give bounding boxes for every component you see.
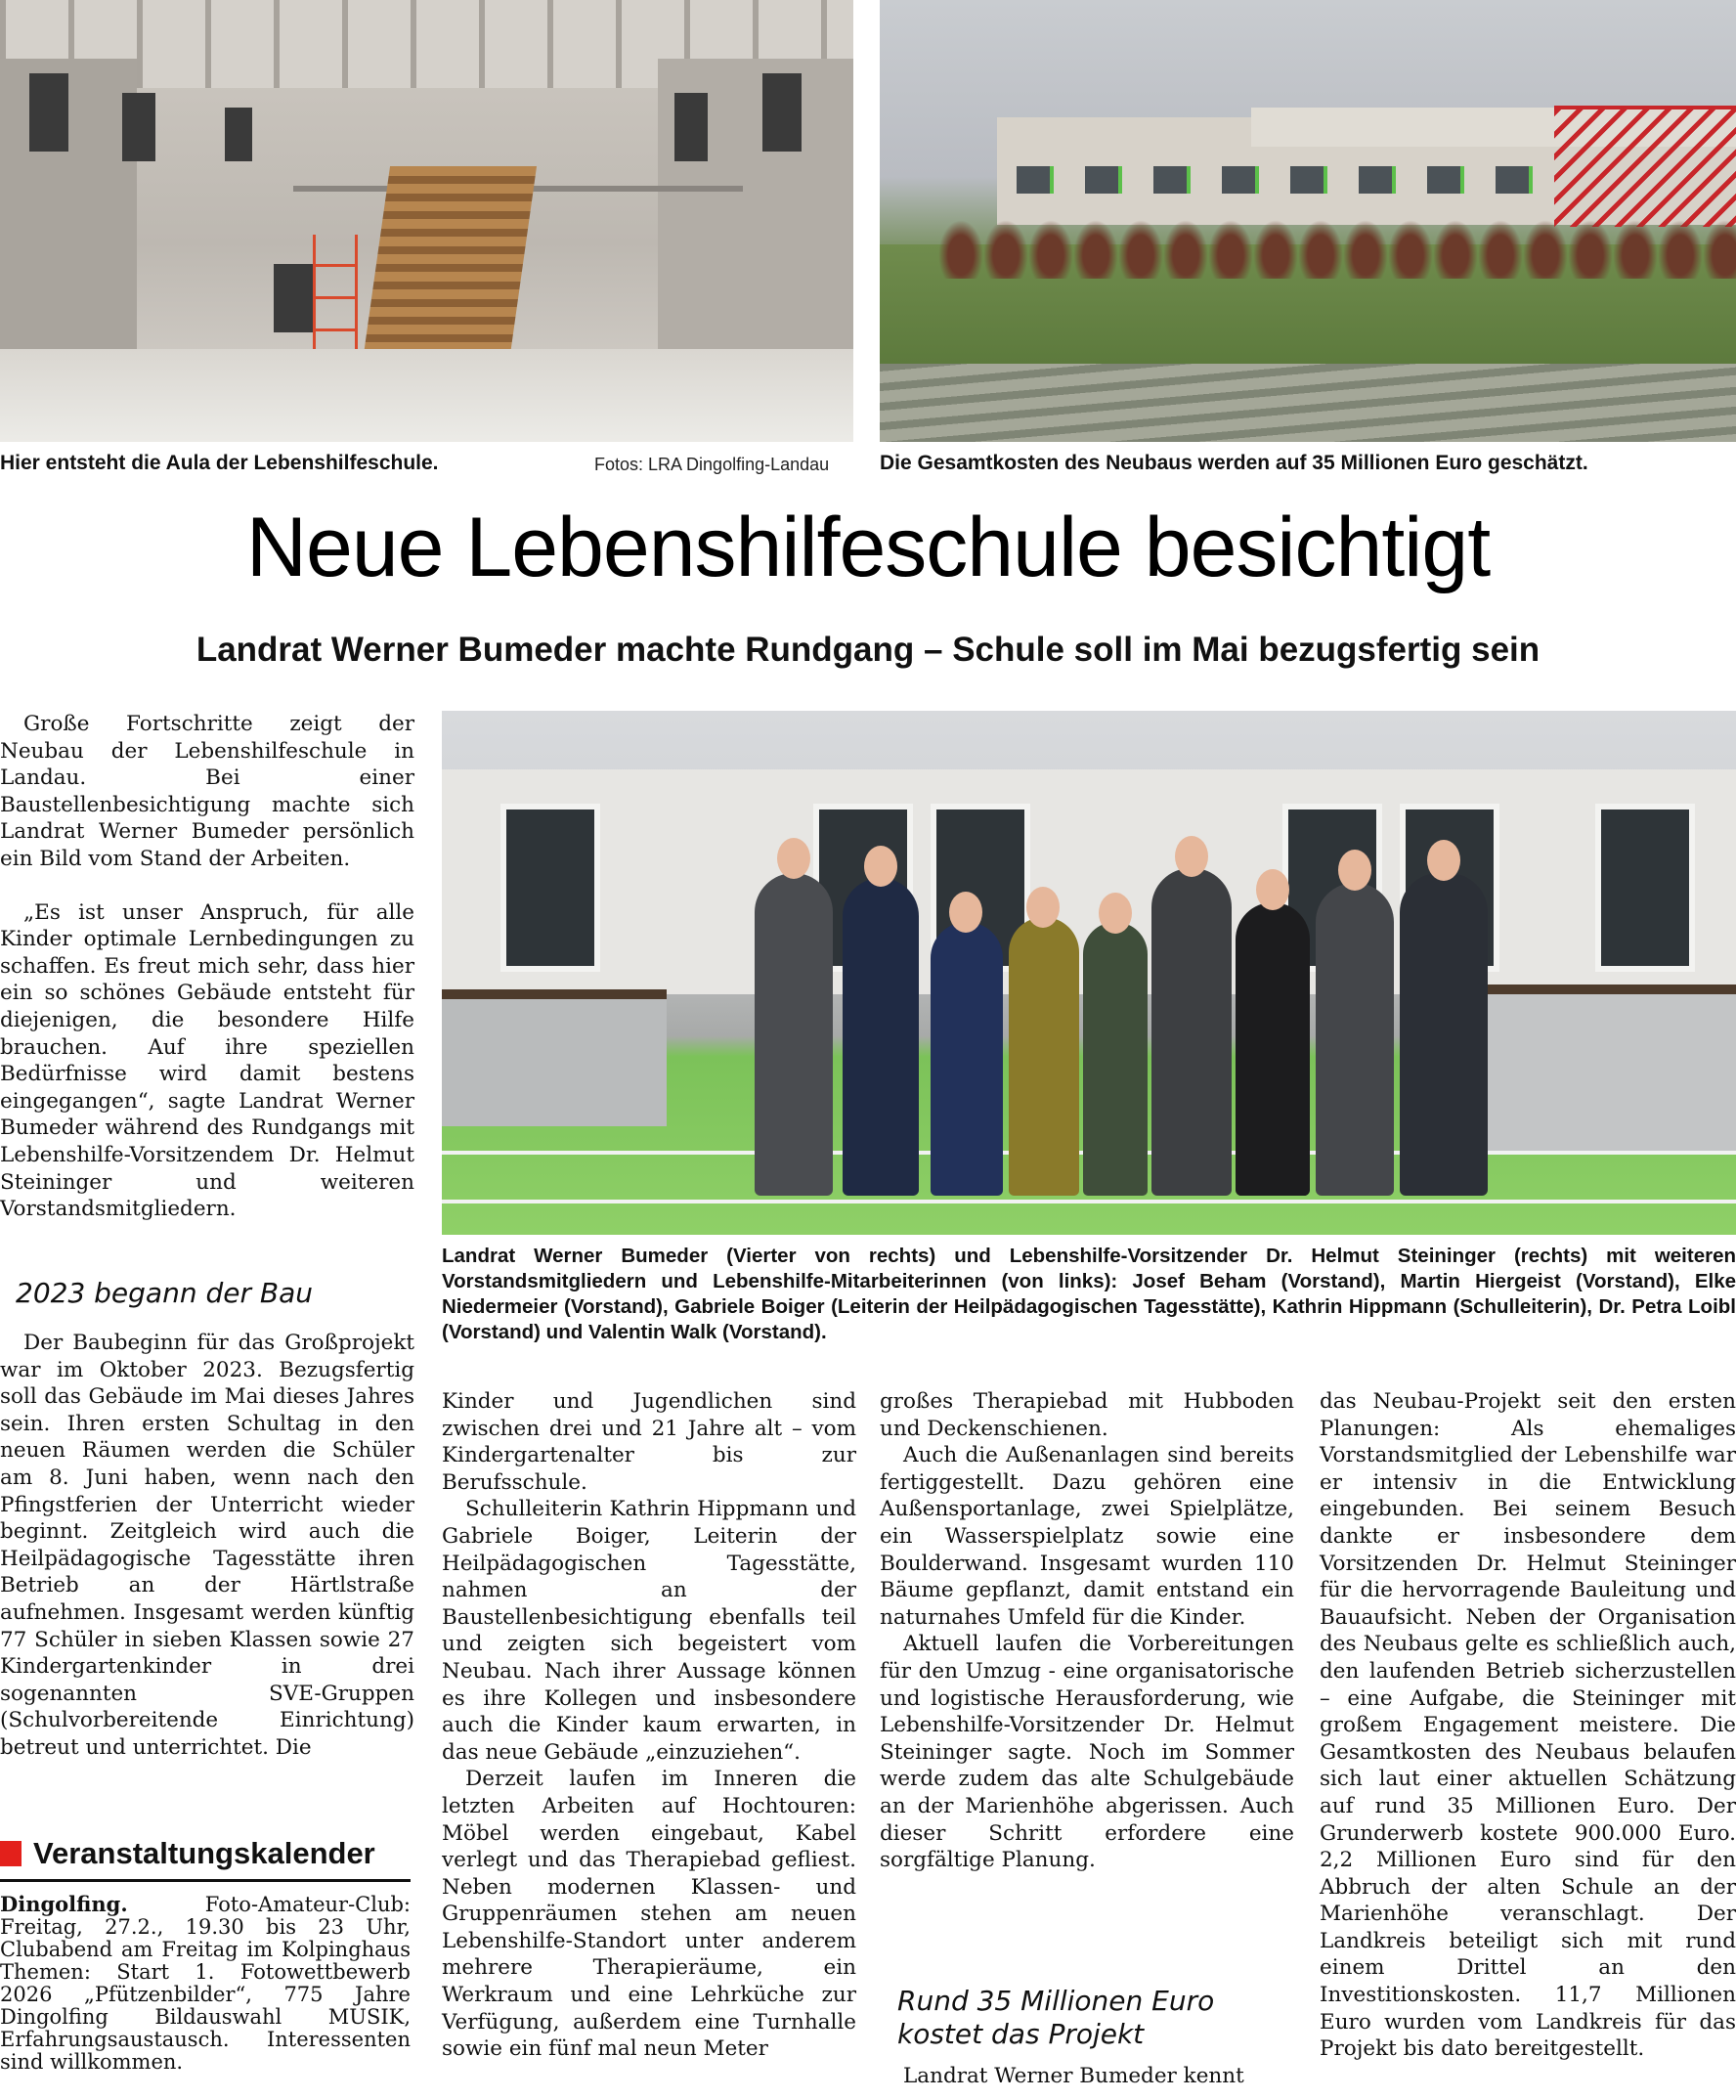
col1-subheading: 2023 begann der Bau xyxy=(16,1277,314,1309)
col4-paragraph-1: das Neubau-Projekt seit den ersten Planungen: Als ehemaliges Vorstandsmitglied der Lebenshilfe war er intensiv in die Entwicklung eingebunden. Bei seinem Besuch dankte er insbesondere dem Vorsitzenden Dr. Helmut Steininger für die hervorragende Bauleitung und Bauaufsicht. Neben der Organisation des Neubaus gelte es schließlich auch, den laufenden Betrieb sicherzustellen – eine Aufgabe, die Steininger mit großem Engagement meistere. Die Gesamtkosten des Neubaus belaufen sich laut einer aktuellen Schätzung auf rund 35 Millionen Euro. Der Grunderwerb kostete 900.000 Euro. 2,2 Millionen Euro sind für den Abbruch der alten Schule an der Marienhöhe veranschlagt. Der Landkreis beteiligt sich mit rund einem Drittel an den Investitionskosten. 11,7 Millionen Euro wurden vom Landkreis für das Projekt bis dato bereitgestellt. xyxy=(1320,1389,1736,2062)
calendar-entry-text: Foto-Amateur-Club: Freitag, 27.2., 19.30 bis 23 Uhr, Clubabend am Freitag im Kolpinghaus Themen: Start 1. Fotowettbewerb 2026 „Pfützenbilder“, 775 Jahre Dingolfing Bildauswahl MUSIK, Erfahrungsaustausch. Interessenten sind willkommen. xyxy=(0,1893,411,2074)
article-column-1-cont xyxy=(0,1330,414,1762)
subheadline: Landrat Werner Bumeder machte Rundgang – Schule soll im Mai bezugsfertig sein xyxy=(195,631,1541,669)
aula-caption: Hier entsteht die Aula der Lebenshilfeschule. xyxy=(0,452,439,474)
col1-paragraph-1: Große Fortschritte zeigt der Neubau der Lebenshilfeschule in Landau. Bei einer Baustellenbesichtigung machte sich Landrat Werner Bumeder persönlich ein Bild vom Stand der Arbeiten. xyxy=(0,712,414,871)
col3-paragraph-3: Aktuell laufen die Vorbereitungen für den Umzug - eine organisatorische und logistische Herausforderung, wie Lebenshilfe-Vorsitzender Dr. Helmut Steininger sagte. Noch im Sommer werde zudem das alte Schulgebäude an der Marienhöhe abgerissen. Auch dieser Schritt erfordere eine sorgfältige Planung. xyxy=(880,1632,1294,1873)
col3-paragraph-4: Landrat Werner Bumeder kennt xyxy=(903,2064,1244,2088)
photo-credit: Fotos: LRA Dingolfing-Landau xyxy=(594,455,830,474)
article-column-4 xyxy=(1320,1388,1736,2063)
col3-paragraph-1: großes Therapiebad mit Hubboden und Deckenschienen. xyxy=(880,1389,1294,1441)
col2-paragraph-3: Derzeit laufen im Inneren die letzten Arbeiten auf Hochtouren: Möbel werden eingebaut, Kabel verlegt und das Therapiebad gefliest. Neben modernen Klassen- und Gruppenräumen stehen am neuen Lebenshilfe-Standort unter anderem mehrere Therapieräume, ein Werkraum und eine Lehrküche zur Verfügung, außerdem eine Turnhalle sowie ein fünf mal neun Meter xyxy=(442,1767,856,2062)
exterior-caption: Die Gesamtkosten des Neubaus werden auf 35 Millionen Euro geschätzt. xyxy=(880,452,1588,474)
calendar-title: Veranstaltungskalender xyxy=(33,1836,375,1870)
photo-exterior xyxy=(880,0,1736,442)
col3-paragraph-2: Auch die Außenanlagen sind bereits fertiggestellt. Dazu gehören eine Außensportanlage, zwei Spielplätze, ein Wasserspielplatz sowie eine Boulderwand. Insgesamt wurden 110 Bäume gepflanzt, damit entstand ein naturnahes Umfeld für die Kinder. xyxy=(880,1443,1294,1630)
photo-group xyxy=(442,711,1736,1235)
group-photo-caption: Landrat Werner Bumeder (Vierter von rechts) und Lebenshilfe-Vorsitzender Dr. Helmut Steininger (rechts) mit weiteren Vorstandsmitgliedern und Lebenshilfe-Mitarbeiterinnen (von links): Josef Beham (Vorstand), Martin Hiergeist (Vorstand), Elke Niedermeier (Vorstand), Gabriele Boiger (Leiterin der Heilpädagogischen Tagesstätte), Kathrin Hippmann (Schulleiterin), Dr. Petra Loibl (Vorstand) und Valentin Walk (Vorstand). xyxy=(442,1245,1736,1343)
calendar-marker-icon xyxy=(0,1841,22,1866)
col1-paragraph-3: Der Baubeginn für das Großprojekt war im Oktober 2023. Bezugsfertig soll das Gebäude im Mai dieses Jahres sein. Ihren ersten Schultag in den neuen Räumen werden die Schüler am 8. Juni haben, wenn nach den Pfingstferien der Unterricht wieder beginnt. Zeitgleich wird auch die Heilpädagogische Tagesstätte ihren Betrieb an der Härtlstraße aufnehmen. Insgesamt werden künftig 77 Schüler in sieben Klassen sowie 27 Kindergartenkinder in drei sogenannten SVE-Gruppen (Schulvorbereitende Einrichtung) betreut und unterrichtet. Die xyxy=(0,1331,414,1760)
article-column-1 xyxy=(0,711,414,1223)
headline: Neue Lebenshilfeschule besichtigt xyxy=(245,501,1491,594)
photo-aula xyxy=(0,0,853,442)
article-column-2 xyxy=(442,1388,856,2063)
article-column-3-cont xyxy=(880,2063,1294,2090)
col3-subheading: Rund 35 Millionen Euro kostet das Projekt xyxy=(897,1985,1215,2050)
col2-paragraph-2: Schulleiterin Kathrin Hippmann und Gabriele Boiger, Leiterin der Heilpädagogischen Tagesstätte, nahmen an der Baustellenbesichtigung ebenfalls teil und zeigten sich begeistert vom Neubau. Nach ihrer Aussage können es ihre Kollegen und insbesondere auch die Kinder kaum erwarten, in das neue Gebäude „einzuziehen“. xyxy=(442,1497,856,1765)
calendar-entry xyxy=(0,1893,411,2074)
col2-paragraph-1: Kinder und Jugendlichen sind zwischen drei und 21 Jahre alt – vom Kindergartenalter bis zur Berufsschule. xyxy=(442,1389,856,1495)
col1-paragraph-2: „Es ist unser Anspruch, für alle Kinder optimale Lernbedingungen zu schaffen. Es freut mich sehr, dass hier ein so schönes Gebäude entsteht für diejenigen, die besondere Hilfe brauchen. Auf ihre speziellen Bedürfnisse wird damit bestens eingegangen“, sagte Landrat Werner Bumeder während des Rundgangs mit Lebenshilfe-Vorsitzendem Dr. Helmut Steininger und weiteren Vorstandsmitgliedern. xyxy=(0,899,414,1222)
calendar-heading xyxy=(0,1836,411,1882)
calendar-place: Dingolfing. xyxy=(0,1892,128,1916)
article-column-3 xyxy=(880,1388,1294,1874)
